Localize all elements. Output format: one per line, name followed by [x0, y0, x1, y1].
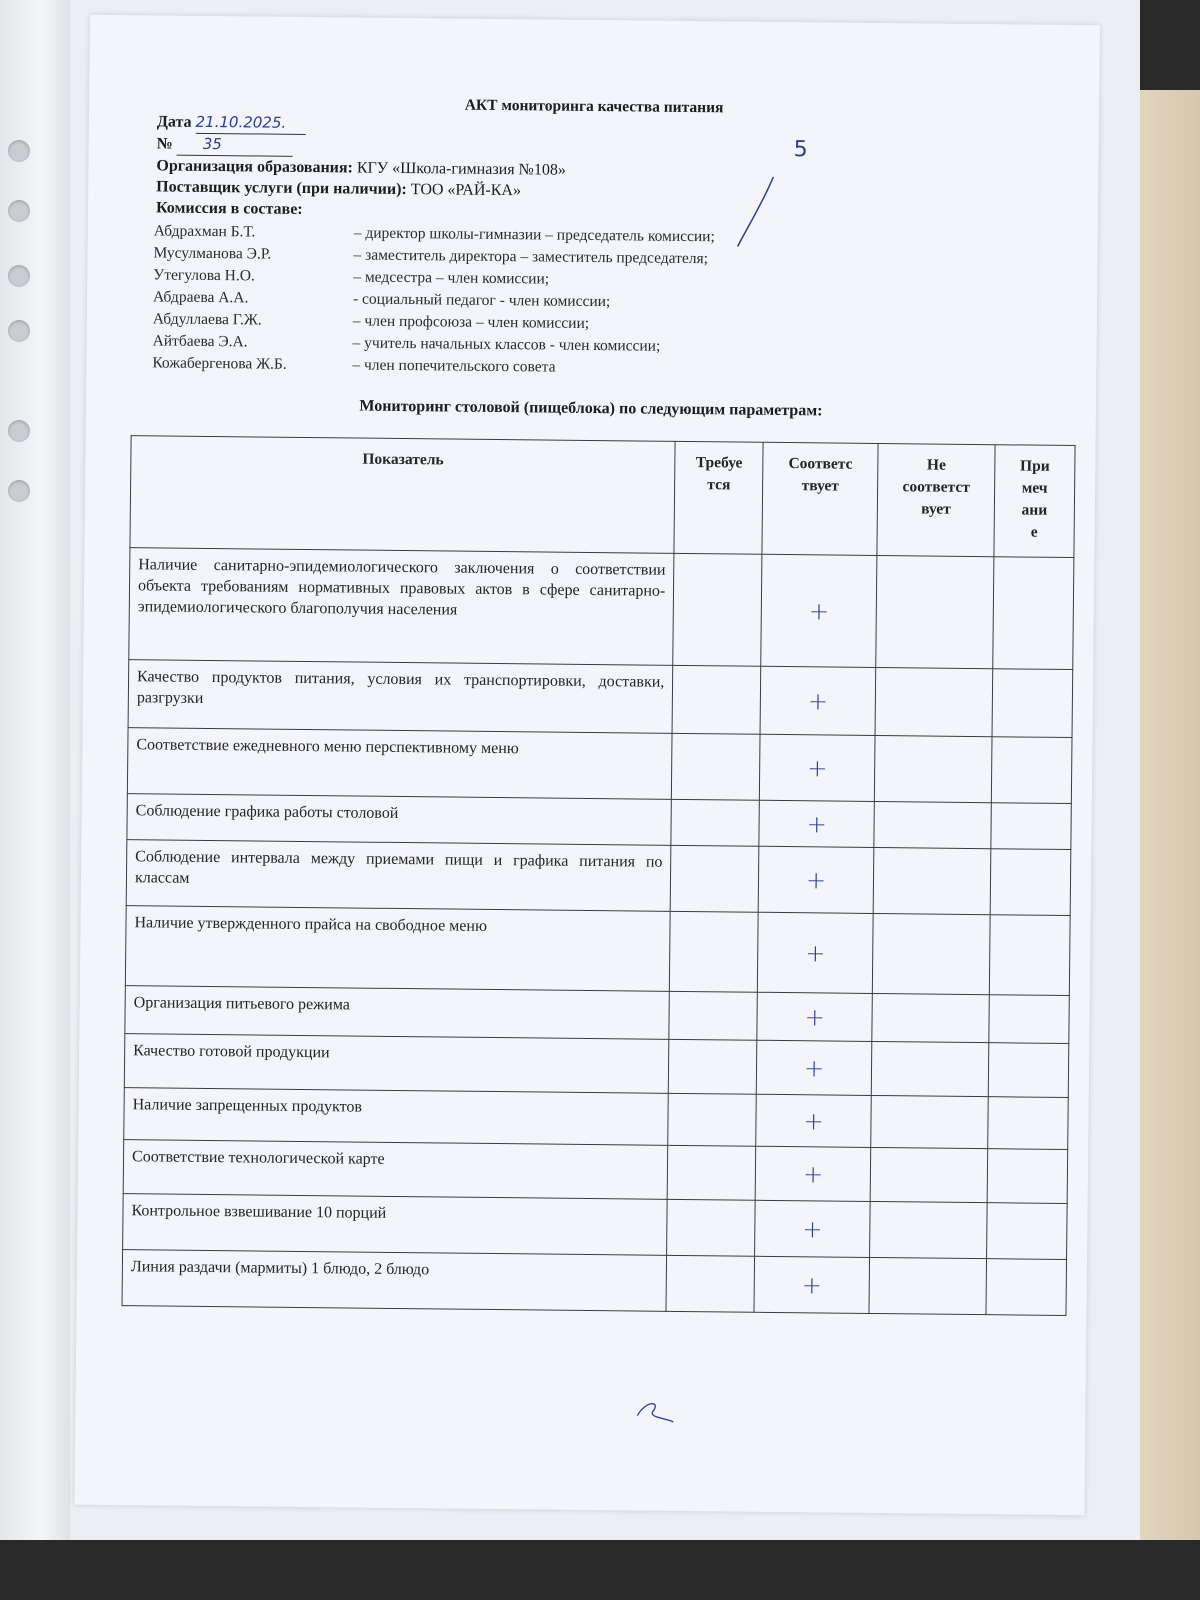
indicator-cell-text: Качество готовой продукции: [133, 1042, 330, 1062]
handwritten-stroke-icon: [733, 171, 784, 252]
table-row: [123, 1194, 1068, 1260]
required-cell: [667, 1199, 756, 1256]
indicator-cell: [125, 986, 670, 1040]
member-name: Абдуллаева Г.Ж.: [152, 310, 262, 329]
member-role: – член профсоюза – член комиссии;: [352, 312, 590, 332]
header-required: Требуе тся: [674, 441, 763, 554]
complies-cell: [758, 846, 874, 913]
commission-members: [152, 220, 715, 380]
table-header-row: [130, 436, 1075, 558]
complies-cell: [754, 1256, 869, 1313]
binder-strip: [0, 0, 70, 1540]
date-label: Дата: [156, 113, 192, 131]
handwritten-plus-mark: +: [805, 938, 826, 967]
supplier-value: ТОО «РАЙ-КА»: [410, 181, 522, 200]
note-cell: [989, 995, 1069, 1044]
required-cell: [670, 911, 759, 992]
table-row: [129, 548, 1074, 670]
monitoring-table: [122, 435, 1076, 1316]
organization-label: Организация образования:: [156, 157, 353, 177]
not-complies-cell: [871, 1041, 988, 1096]
indicator-cell-text: Качество продуктов питания, условия их транспортировки, доставки, разгрузки: [136, 668, 665, 707]
not-complies-cell: [869, 1257, 987, 1314]
complies-cell: [758, 912, 874, 993]
indicator-cell-text: Наличие санитарно-эпидемиологического заключения о соответствии объекта требованиям нормативных правовых актов в сфере санитарно-эпидемиологического благополучия населения: [137, 556, 666, 619]
punch-hole: [8, 265, 30, 287]
member-name: Айтбаева Э.А.: [152, 332, 248, 351]
indicator-cell-text: Соблюдение интервала между приемами пищи и графика питания по классам: [134, 848, 663, 887]
table-row: [126, 840, 1071, 916]
table-row: [125, 906, 1070, 996]
handwritten-plus-mark: +: [802, 1159, 824, 1188]
commission-member: [152, 352, 713, 380]
member-role: – учитель начальных классов - член комиссии;: [352, 334, 661, 355]
member-role: – директор школы-гимназии – председатель комиссии;: [353, 224, 715, 246]
not-complies-cell: [872, 913, 990, 994]
header-not-complies: Не соответст вует: [877, 443, 995, 556]
handwritten-plus-mark: +: [807, 686, 829, 715]
note-cell: [986, 1259, 1067, 1316]
member-name: Абдрахман Б.Т.: [153, 222, 256, 241]
document-title: АКТ мониторинга качества питания: [464, 96, 724, 117]
indicator-cell: [127, 794, 672, 846]
member-name: Мусулманова Э.Р.: [153, 244, 272, 263]
member-name: Утегулова Н.О.: [153, 266, 255, 285]
document-header: [156, 111, 567, 222]
note-cell: [988, 1043, 1069, 1098]
table-row: [128, 660, 1073, 738]
punch-hole: [8, 200, 30, 222]
complies-cell: [756, 1094, 871, 1147]
table-row: [122, 1250, 1067, 1316]
table-row: [124, 1034, 1069, 1098]
complies-cell: [760, 734, 876, 801]
indicator-cell-text: Соответствие технологической карте: [131, 1148, 385, 1168]
member-role: – заместитель директора – заместитель председателя;: [353, 246, 709, 268]
not-complies-cell: [870, 1201, 988, 1258]
not-complies-cell: [873, 847, 991, 914]
header-note: При меч ани е: [994, 445, 1075, 558]
required-cell: [671, 799, 759, 846]
organization-value: КГУ «Школа-гимназия №108»: [356, 159, 566, 179]
member-role: – медсестра – член комиссии;: [353, 268, 550, 288]
number-label: №: [156, 135, 173, 153]
required-cell: [669, 991, 757, 1040]
required-cell: [670, 845, 759, 912]
complies-cell: [760, 666, 876, 735]
member-role: – член попечительского совета: [352, 356, 556, 376]
required-cell: [673, 553, 762, 666]
indicator-cell: [123, 1140, 668, 1200]
required-cell: [669, 1039, 757, 1094]
complies-cell: [756, 1040, 871, 1095]
not-complies-cell: [875, 667, 993, 736]
header-indicator: Показатель: [130, 436, 675, 554]
indicator-cell: [129, 548, 674, 666]
member-name: Абдраева А.А.: [152, 288, 249, 307]
indicator-cell: [124, 1034, 669, 1094]
not-complies-cell: [872, 993, 989, 1042]
not-complies-cell: [874, 801, 991, 848]
handwritten-plus-mark: +: [801, 1270, 823, 1299]
not-complies-cell: [874, 735, 992, 802]
indicator-cell: [126, 840, 671, 912]
complies-cell: [755, 1200, 870, 1257]
monitoring-subtitle: Мониторинг столовой (пищеблока) по следующим параметрам:: [359, 397, 823, 420]
indicator-cell-text: Линия раздачи (мармиты) 1 блюдо, 2 блюдо: [130, 1258, 430, 1279]
handwritten-plus-mark: +: [805, 865, 827, 894]
complies-cell: [761, 554, 877, 667]
punch-hole: [8, 480, 30, 502]
table-row: [127, 728, 1072, 804]
indicator-cell-text: Наличие запрещенных продуктов: [132, 1096, 363, 1116]
handwritten-scribble-icon: [635, 1396, 675, 1426]
table-row: [123, 1140, 1068, 1204]
punch-hole: [8, 320, 30, 342]
required-cell: [668, 1093, 756, 1146]
handwritten-margin-mark: 5: [793, 137, 808, 163]
note-cell: [988, 1097, 1068, 1150]
not-complies-cell: [870, 1147, 987, 1202]
number-value: 35: [177, 134, 293, 157]
note-cell: [993, 557, 1074, 670]
indicator-cell-text: Соответствие ежедневного меню перспективному меню: [136, 736, 519, 758]
indicator-cell-text: Организация питьевого режима: [133, 994, 350, 1014]
note-cell: [991, 803, 1071, 850]
complies-cell: [759, 800, 874, 847]
handwritten-plus-mark: +: [802, 1214, 823, 1243]
handwritten-plus-mark: +: [808, 596, 830, 625]
indicator-cell-text: Соблюдение графика работы столовой: [135, 802, 399, 822]
indicator-cell-text: Наличие утвержденного прайса на свободное меню: [134, 914, 488, 935]
note-cell: [989, 915, 1070, 996]
complies-cell: [755, 1146, 870, 1201]
handwritten-plus-mark: +: [806, 809, 827, 838]
note-cell: [987, 1203, 1068, 1260]
note-cell: [990, 849, 1071, 916]
required-cell: [667, 1145, 755, 1200]
member-name: Кожабергенова Ж.Б.: [152, 354, 287, 373]
not-complies-cell: [876, 555, 994, 668]
required-cell: [672, 665, 761, 734]
required-cell: [672, 733, 761, 800]
note-cell: [987, 1149, 1068, 1204]
header-complies: Соответс твует: [762, 442, 878, 555]
handwritten-plus-mark: +: [804, 1002, 825, 1031]
supplier-label: Поставщик услуги (при наличии):: [156, 178, 407, 199]
handwritten-plus-mark: +: [803, 1106, 824, 1135]
not-complies-cell: [871, 1095, 988, 1148]
complies-cell: [757, 992, 872, 1041]
member-role: - социальный педагог - член комиссии;: [352, 290, 611, 311]
indicator-cell: [122, 1250, 667, 1312]
indicator-cell: [125, 906, 670, 992]
document-page: [74, 15, 1100, 1515]
commission-label: Комиссия в составе:: [155, 199, 303, 218]
indicator-cell: [127, 728, 672, 800]
note-cell: [991, 737, 1072, 804]
punch-hole: [8, 420, 30, 442]
indicator-cell: [128, 660, 673, 734]
date-value: 21.10.2025.: [195, 112, 305, 135]
handwritten-plus-mark: +: [807, 753, 828, 782]
indicator-cell: [123, 1194, 668, 1256]
note-cell: [992, 669, 1073, 738]
punch-hole: [8, 140, 30, 162]
required-cell: [666, 1255, 755, 1312]
indicator-cell-text: Контрольное взвешивание 10 порций: [131, 1202, 387, 1222]
handwritten-plus-mark: +: [804, 1053, 825, 1082]
indicator-cell: [124, 1088, 669, 1146]
